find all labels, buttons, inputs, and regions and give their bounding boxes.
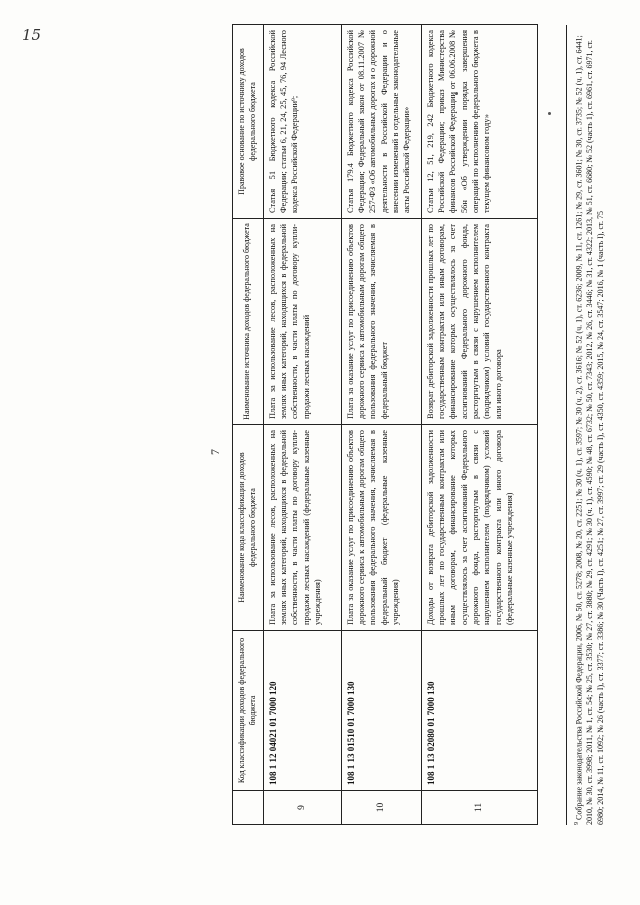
income-classification-table <box>232 24 538 825</box>
footnote <box>566 25 607 825</box>
row-code-name: Плата за оказание услуг по присоединению объектов дорожного сервиса к автомобильным дорогам общего пользования федерального значения, зачисляемая в федеральный бюджет (федеральные казенные учреждения) <box>341 425 421 631</box>
page-number: 7 <box>208 449 222 455</box>
header-code: Код классификации доходов федерального бюджета <box>233 631 264 791</box>
table-row <box>341 25 421 825</box>
row-source-name: Плата за оказание услуг по присоединению объектов дорожного сервиса к автомобильным дорогам общего пользования федерального значения, зачисляемая в федеральный бюджет <box>341 219 421 425</box>
table-row <box>263 25 341 825</box>
header-legal-basis: Правовое основание по источнику доходов федерального бюджета <box>233 25 264 219</box>
row-number: 9 <box>263 791 341 825</box>
handwritten-page-mark: 15 <box>22 26 42 44</box>
table-header-row <box>233 25 264 825</box>
row-code: 108 1 13 02080 01 7000 130 <box>421 631 537 791</box>
row-code: 108 1 13 01510 01 7000 130 <box>341 631 421 791</box>
row-number: 10 <box>341 791 421 825</box>
header-code-name: Наименование кода классификации доходов федерального бюджета <box>233 425 264 631</box>
row-code-name: Плата за использование лесов, расположенных на землях иных категорий, находящихся в федеральной собственности, в части платы по договору купли-продажи лесных насаждений (федеральные казенные учреждения) <box>263 425 341 631</box>
row-source-name: Плата за использование лесов, расположенных на землях иных категорий, находящихся в федеральной собственности, в части платы по договору купли-продажи лесных насаждений <box>263 219 341 425</box>
row-legal-basis: Статья 51 Бюджетного кодекса Российской Федерации; статьи 6, 21, 24, 25, 45, 76, 94 Лесного кодекса Российской Федерации⁹; <box>263 25 341 219</box>
header-source-name: Наименование источника доходов федерального бюджета <box>233 219 264 425</box>
footnote-text: Собрание законодательства Российской Федерации, 2006, № 50, ст. 5278; 2008, № 20, ст. 2251; № 30 (ч. 1), ст. 3597; № 30 (ч. 2), ст. 3616; № 52 (ч. 1), ст. 6236; 2009, № 11, ст. 1261; № 29, ст. 3601; № 30, ст. 3735; № 52 (ч. 1), ст. 6441; 2010, № 30, ст. 3998; 2011, № 1, ст. 54; № 25, ст. 3530; № 27, ст. 3880; № 29, ст. 4291; № 30 (ч. 1), ст. 4590; № 48, ст. 6732; № 50, ст. 7343; 2012, № 26, ст. 3446; № 31, ст. 4322; 2013, № 51, ст. 6680; № 52 (часть 1), ст. 6961, ст. 6971, ст. 6980; 2014, № 11, ст. 1092; № 26 (часть I), ст. 3377; ст. 3386; № 30 (Часть I), ст. 4251; № 27, ст. 3997; ст. 29 (часть I), ст. 4350, ст. 4359; 2015, № 24, ст. 3547; 2016, № 1 (часть I), ст. 75 <box>574 35 606 825</box>
row-number: 11 <box>421 791 537 825</box>
row-source-name: Возврат дебиторской задолженности прошлых лет по государственным контрактам или иным договорам, финансирование которых осуществлялось за счет ассигнований Федерального дорожного фонда, расторгнутым в связи с нарушением исполнителем (подрядчиком) условий государственного контракта или иного договора <box>421 219 537 425</box>
header-row-number <box>233 791 264 825</box>
row-code: 108 1 12 04021 01 7000 120 <box>263 631 341 791</box>
row-legal-basis: Статья 179.4 Бюджетного кодекса Российской Федерации; Федеральный закон от 08.11.2007 № 257-ФЗ «Об автомобильных дорогах и о дорожной деятельности в Российской Федерации и о внесении изменений в отдельные законодательные акты Российской Федерации» <box>341 25 421 219</box>
row-legal-basis: Статьи 12, 51, 219, 242 Бюджетного кодекса Российской Федерации; приказ Министерства финансов Российской Федерации от 06.06.2008 № 56н «Об утверждении порядка завершения операций по исполнению федерального бюджета в текущем финансовом году» <box>421 25 537 219</box>
row-code-name: Доходы от возврата дебиторской задолженности прошлых лет по государственным контрактам или иным договорам, финансирование которых осуществлялось за счет ассигнований Федерального дорожного фонда, расторгнутым в связи с нарушением исполнителем (подрядчиком) условий государственного контракта или иного договора (федеральные казенные учреждения) <box>421 425 537 631</box>
table-row <box>421 25 537 825</box>
footnote-marker: 9 <box>574 822 580 825</box>
